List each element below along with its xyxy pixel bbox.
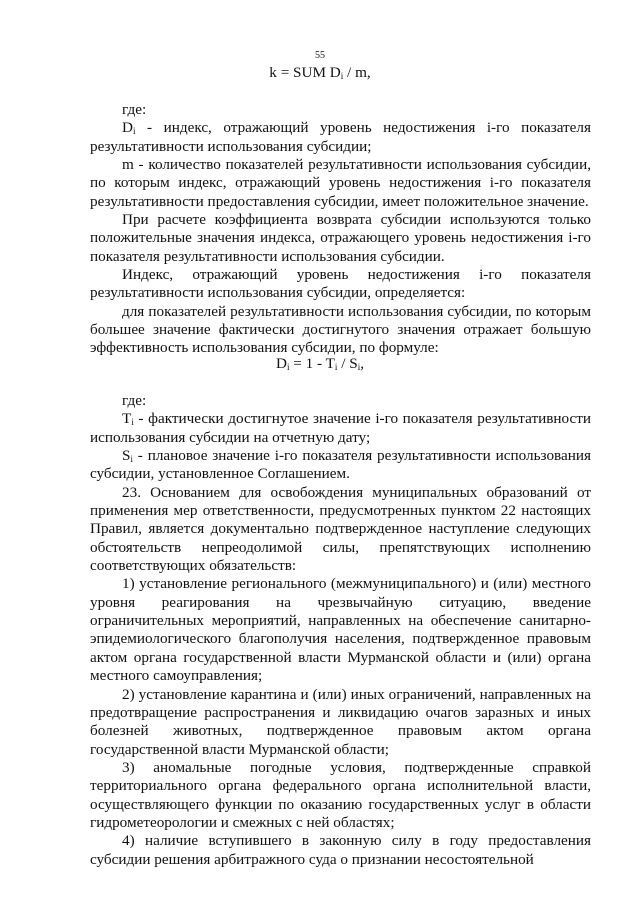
symbol-s-subscript: i [130, 454, 133, 465]
formula-d-d: , [360, 355, 364, 372]
symbol-s: S [122, 447, 131, 465]
formula-d-c: / S [337, 355, 358, 372]
formula-d-a-subscript: i [286, 362, 290, 372]
definition-t-text: - фактически достигнутое значение i-го показателя результативности использования субсидии на отчетную дату; [90, 410, 591, 446]
list-item-2: 2) установление карантина и (или) иных ограничений, направленных на предотвращение распространения и ликвидацию очагов заразных и иных болезней животных, подтвержденное правовым актом органа государственной власти Мурманской области; [90, 685, 591, 758]
symbol-d: D [122, 119, 133, 137]
definition-t [90, 410, 591, 447]
paragraph-calc: При расчете коэффициента возврата субсидии используются только положительные значения индекса, отражающего уровень недостижения i-го показателя результативности использования субсидии. [90, 211, 591, 265]
formula-d-a: D [276, 355, 287, 372]
formula-d [0, 355, 640, 373]
symbol-t-subscript: i [131, 417, 134, 428]
list-item-1: 1) установление регионального (межмуниципального) и (или) местного уровня реагирования на чрезвычайную ситуацию, введение ограничительных мероприятий, направленных на обеспечение санитарно-эпидемиологического благополучия населения, подтвержденное правовым актом органа государственной власти Мурманской области и (или) органа местного самоуправления; [90, 575, 591, 685]
formula-k-main: k = SUM D [269, 64, 341, 81]
definition-s-text: - плановое значение i-го показателя результативности использования субсидии, установленное Соглашением. [90, 447, 591, 483]
paragraph-index: Индекс, отражающий уровень недостижения i-го показателя результативности использования субсидии, определяется: [90, 266, 591, 302]
symbol-t: T [122, 410, 132, 428]
formula-k-subscript: i [340, 71, 344, 81]
definition-s [90, 447, 591, 484]
definition-m: m - количество показателей результативности использования субсидии, по которым индекс, отражающий уровень недостижения i-го показателя результативности предоставления субсидии, имеет положительное значение. [90, 156, 591, 210]
definition-d-text: - индекс, отражающий уровень недостижения i-го показателя результативности использования субсидии; [90, 119, 591, 155]
where-label-2: где: [122, 392, 147, 409]
formula-k [0, 64, 640, 82]
text-block-2 [90, 392, 591, 869]
definition-d [90, 119, 591, 156]
list-item-4: 4) наличие вступившего в законную силу в году предоставления субсидии решения арбитражного суда о признании несостоятельной [90, 832, 591, 868]
formula-k-rest: / m, [343, 64, 371, 81]
list-item-3: 3) аномальные погодные условия, подтвержденные справкой территориального органа федерального органа исполнительной власти, осуществляющего функции по оказанию государственных услуг в области гидрометеорологии и смежных с ней областях; [90, 758, 591, 831]
text-block-1 [90, 101, 591, 358]
symbol-d-subscript: i [132, 126, 136, 137]
paragraph-for: для показателей результативности использования субсидии, по которым большее значение фактически достигнутого значения отражает большую эффективность использования субсидии, по формуле: [90, 302, 591, 357]
formula-d-b-subscript: i [334, 362, 338, 372]
paragraph-23: 23. Основанием для освобождения муниципальных образований от применения мер ответственности, предусмотренных пунктом 22 настоящих Правил, является документально подтвержденное наступление следующих обстоятельств непреодолимой силы, препятствующих исполнению соответствующих обязательств: [90, 483, 591, 575]
formula-d-c-subscript: i [357, 362, 361, 372]
page-number: 55 [315, 50, 325, 61]
where-label: где: [122, 101, 147, 118]
formula-d-b: = 1 - T [289, 355, 335, 372]
